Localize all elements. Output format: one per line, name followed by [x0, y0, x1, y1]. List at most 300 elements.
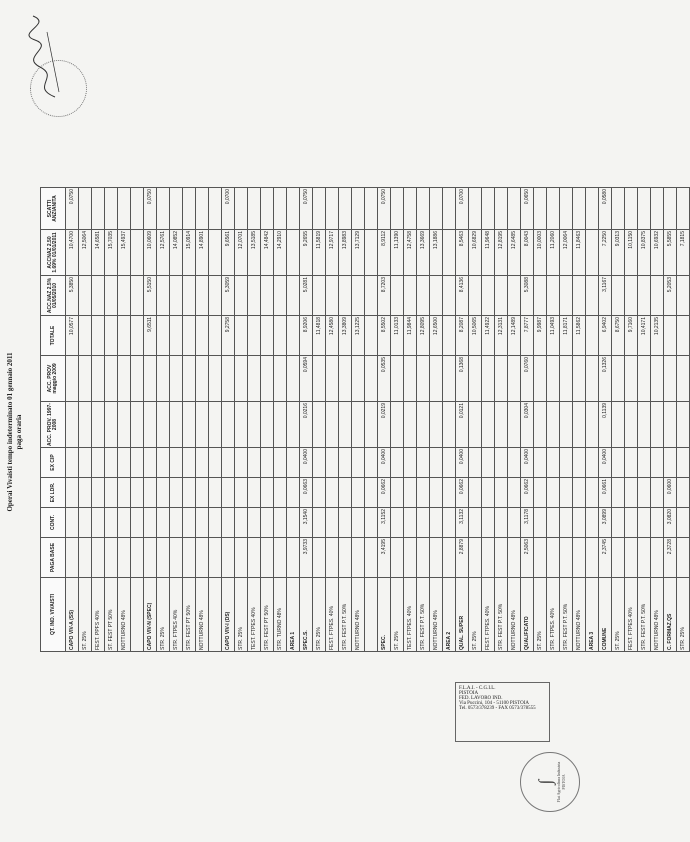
table-cell [196, 356, 209, 402]
table-cell [651, 276, 664, 316]
column-header: TOTALE [41, 316, 66, 356]
table-cell: 3,1132 [456, 508, 469, 538]
table-cell: 9,7160 [625, 316, 638, 356]
table-cell [352, 356, 365, 402]
table-cell [118, 276, 131, 316]
table-cell: 10,6829 [469, 230, 482, 276]
table-cell [365, 230, 378, 276]
table-cell [144, 508, 157, 538]
table-cell: 3,1178 [521, 508, 534, 538]
table-cell: 0,0121 [456, 402, 469, 448]
table-cell [391, 508, 404, 538]
table-cell: 5,5150 [144, 276, 157, 316]
table-cell [131, 276, 144, 316]
wage-table [40, 187, 690, 652]
table-cell [560, 356, 573, 402]
table-cell [365, 402, 378, 448]
column-header: ACC. PROV. 1997-2008 [41, 402, 66, 448]
table-cell: 0,0650 [521, 188, 534, 230]
table-cell [170, 402, 183, 448]
table-cell [573, 478, 586, 508]
table-cell: 13,7129 [352, 230, 365, 276]
row-label: TEST. FTPES 40% [248, 578, 261, 652]
table-cell [183, 402, 196, 448]
table-row [105, 188, 118, 652]
table-cell [547, 276, 560, 316]
table-cell [443, 230, 456, 276]
table-cell: 10,4171 [638, 316, 651, 356]
table-cell [261, 356, 274, 402]
table-cell [677, 276, 690, 316]
column-header: EX LDR. [41, 478, 66, 508]
table-cell: 14,6581 [92, 230, 105, 276]
table-cell: 0,0219 [378, 402, 391, 448]
table-cell [560, 402, 573, 448]
document-title-block [6, 172, 24, 692]
table-cell [287, 508, 300, 538]
table-row [196, 188, 209, 652]
table-cell [404, 402, 417, 448]
row-label: STR. 25% [677, 578, 690, 652]
table-cell [586, 356, 599, 402]
table-cell [196, 478, 209, 508]
table-cell [157, 402, 170, 448]
table-cell: 0,0662 [378, 478, 391, 508]
table-cell [547, 402, 560, 448]
table-cell: 8,5502 [378, 316, 391, 356]
table-cell: 0,0304 [521, 402, 534, 448]
table-cell [417, 356, 430, 402]
table-cell [66, 402, 79, 448]
table-cell [170, 538, 183, 578]
table-cell [339, 508, 352, 538]
handwritten-signature-icon [25, 12, 65, 102]
table-cell [612, 448, 625, 478]
table-cell [638, 448, 651, 478]
table-cell [339, 478, 352, 508]
table-cell [209, 188, 222, 230]
table-cell: 3,1540 [300, 508, 313, 538]
table-cell: 3,0899 [599, 508, 612, 538]
row-label: AREA 3 [586, 578, 599, 652]
table-cell [131, 356, 144, 402]
table-cell [482, 356, 495, 402]
table-cell [664, 356, 677, 402]
table-cell [144, 356, 157, 402]
column-header: PAGA BASE [41, 538, 66, 578]
table-cell [79, 478, 92, 508]
table-cell: 0,0216 [300, 402, 313, 448]
table-cell [651, 478, 664, 508]
table-cell [430, 402, 443, 448]
table-row [352, 188, 365, 652]
table-cell [482, 538, 495, 578]
table-cell [430, 188, 443, 230]
table-cell [209, 478, 222, 508]
table-cell [118, 478, 131, 508]
table-cell [92, 188, 105, 230]
org-line-3: Via Puccini, 104 - 51100 PISTOIA [459, 701, 529, 706]
table-cell [495, 478, 508, 508]
table-cell [131, 188, 144, 230]
table-cell [339, 448, 352, 478]
table-cell [430, 356, 443, 402]
table-cell [573, 188, 586, 230]
table-cell [534, 448, 547, 478]
table-cell [79, 356, 92, 402]
table-cell [443, 276, 456, 316]
table-cell [365, 188, 378, 230]
table-cell [209, 448, 222, 478]
table-row [274, 188, 287, 652]
table-cell: 3,4195 [378, 538, 391, 578]
table-cell [534, 402, 547, 448]
table-cell [534, 508, 547, 538]
table-cell [235, 276, 248, 316]
row-label: NOTTURNO 48% [352, 578, 365, 652]
table-cell: 14,2910 [274, 230, 287, 276]
org-line-1: PISTOIA [459, 691, 479, 696]
flai-logo-stamp [520, 752, 580, 812]
table-cell [79, 276, 92, 316]
table-cell: 0,0750 [378, 188, 391, 230]
table-cell: 12,6485 [508, 230, 521, 276]
table-cell: 11,2060 [547, 230, 560, 276]
table-cell [404, 356, 417, 402]
table-cell [586, 538, 599, 578]
table-cell [638, 508, 651, 538]
table-cell: 11,0133 [391, 316, 404, 356]
table-cell [586, 230, 599, 276]
org-stamp [455, 682, 550, 742]
table-cell [677, 538, 690, 578]
table-cell [508, 448, 521, 478]
table-cell [79, 188, 92, 230]
table-cell [573, 356, 586, 402]
table-cell: 10,0003 [534, 230, 547, 276]
table-cell: 2,3728 [664, 538, 677, 578]
table-cell [131, 448, 144, 478]
table-cell [417, 478, 430, 508]
table-cell [443, 448, 456, 478]
table-cell [469, 188, 482, 230]
table-cell [404, 538, 417, 578]
table-cell: 11,5819 [313, 230, 326, 276]
table-cell [495, 448, 508, 478]
table-cell [404, 508, 417, 538]
table-cell [339, 356, 352, 402]
row-label: NOTTURNO 48% [651, 578, 664, 652]
table-cell [274, 478, 287, 508]
table-cell [443, 316, 456, 356]
table-cell: 8,6750 [612, 316, 625, 356]
table-cell [651, 538, 664, 578]
table-cell [651, 508, 664, 538]
table-cell [287, 538, 300, 578]
row-label: STR. FEST P.T. 50% [339, 578, 352, 652]
table-cell [261, 508, 274, 538]
row-label: STR. 25% [157, 578, 170, 652]
table-cell: 0,0750 [66, 188, 79, 230]
row-label: CAPO VIV-N (SPEC) [144, 578, 157, 652]
table-cell [664, 188, 677, 230]
table-cell: 0,0750 [300, 188, 313, 230]
table-cell: 2,8879 [456, 538, 469, 578]
row-label: QUAL. SUPER [456, 578, 469, 652]
table-cell: 14,8901 [196, 230, 209, 276]
table-cell [170, 478, 183, 508]
table-cell: 5,0281 [300, 276, 313, 316]
row-label: STR. FEST P.T. 50% [638, 578, 651, 652]
table-cell: 13,1225 [352, 316, 365, 356]
table-cell [651, 356, 664, 402]
table-cell [274, 402, 287, 448]
table-cell [625, 276, 638, 316]
table-cell [287, 448, 300, 478]
table-cell: 12,0064 [560, 230, 573, 276]
row-label: STR. FEST PT 50% [183, 578, 196, 652]
table-cell: 8,7203 [378, 276, 391, 316]
table-cell [664, 448, 677, 478]
table-cell: 0,1326 [599, 356, 612, 402]
column-header: ACC.NAZ 2.5% 01/05/2010 [41, 276, 66, 316]
table-cell: 13,1886 [430, 230, 443, 276]
table-cell [144, 538, 157, 578]
table-cell [508, 508, 521, 538]
table-cell: 10,4700 [66, 230, 79, 276]
table-cell [209, 230, 222, 276]
table-cell [196, 188, 209, 230]
table-cell [586, 478, 599, 508]
row-label [209, 578, 222, 652]
table-cell [638, 538, 651, 578]
table-cell [547, 538, 560, 578]
table-cell: 0,0700 [222, 188, 235, 230]
table-cell [261, 188, 274, 230]
table-cell [183, 188, 196, 230]
table-cell [365, 448, 378, 478]
table-row [547, 188, 560, 652]
table-row [209, 188, 222, 652]
table-cell [352, 276, 365, 316]
table-cell [235, 478, 248, 508]
table-cell [209, 316, 222, 356]
table-cell [638, 402, 651, 448]
table-cell: 0,0400 [300, 448, 313, 478]
table-cell [248, 478, 261, 508]
table-cell [326, 356, 339, 402]
table-row [118, 188, 131, 652]
table-cell [508, 276, 521, 316]
table-cell [365, 478, 378, 508]
table-cell [274, 188, 287, 230]
table-cell: 0,0760 [521, 356, 534, 402]
table-cell [573, 508, 586, 538]
table-cell [482, 478, 495, 508]
table-cell [79, 402, 92, 448]
table-row [469, 188, 482, 652]
table-cell [92, 448, 105, 478]
row-label: STR. FEST P.T. 50% [495, 578, 508, 652]
table-cell [183, 356, 196, 402]
table-cell [443, 188, 456, 230]
table-cell: 8,0043 [521, 230, 534, 276]
column-header: SCATTI ANZIANITA [41, 188, 66, 230]
table-cell [157, 276, 170, 316]
table-cell: 7,1815 [677, 230, 690, 276]
table-cell [196, 276, 209, 316]
table-cell [391, 356, 404, 402]
table-cell [274, 538, 287, 578]
table-row [560, 188, 573, 652]
table-cell [170, 356, 183, 402]
table-cell: 0,0663 [300, 478, 313, 508]
table-cell [365, 508, 378, 538]
table-cell [404, 188, 417, 230]
table-row [378, 188, 391, 652]
table-cell [183, 508, 196, 538]
table-cell: 11,0493 [547, 316, 560, 356]
table-cell [638, 478, 651, 508]
table-row [183, 188, 196, 652]
table-cell [534, 538, 547, 578]
row-label: NOTTURNO 48% [118, 578, 131, 652]
table-cell [144, 402, 157, 448]
table-row [365, 188, 378, 652]
row-label: STR. FTPES. 40% [547, 578, 560, 652]
table-cell [391, 478, 404, 508]
table-row [521, 188, 534, 652]
table-cell [508, 402, 521, 448]
table-cell [209, 538, 222, 578]
table-cell: 12,0701 [235, 230, 248, 276]
table-cell [248, 356, 261, 402]
table-cell [105, 402, 118, 448]
row-label: FEST. PPFS 40% [92, 578, 105, 652]
table-row [300, 188, 313, 652]
table-cell [547, 448, 560, 478]
table-cell: 8,9206 [300, 316, 313, 356]
table-cell [547, 478, 560, 508]
table-cell: 13,3809 [339, 316, 352, 356]
table-cell [196, 316, 209, 356]
table-row [144, 188, 157, 652]
table-cell [248, 402, 261, 448]
logo-ring-text: Flai Agricoltura Industria [555, 761, 561, 803]
table-cell [79, 448, 92, 478]
table-cell [79, 316, 92, 356]
table-row [482, 188, 495, 652]
table-cell [66, 448, 79, 478]
table-cell: 11,9648 [482, 230, 495, 276]
column-header: ACCNAZ 2.50 1.69% 01/01/2011 [41, 230, 66, 276]
table-cell: 5,3059 [222, 276, 235, 316]
table-cell [235, 448, 248, 478]
table-row [339, 188, 352, 652]
row-label: STR. FTPES 40% [170, 578, 183, 652]
table-row [586, 188, 599, 652]
table-cell [586, 448, 599, 478]
table-cell [105, 538, 118, 578]
table-cell [352, 508, 365, 538]
table-row [261, 188, 274, 652]
row-label: AREA 1 [287, 578, 300, 652]
table-cell [482, 402, 495, 448]
table-cell [287, 316, 300, 356]
table-cell [625, 188, 638, 230]
table-cell [92, 316, 105, 356]
table-cell: 12,8095 [417, 316, 430, 356]
table-cell [365, 538, 378, 578]
table-cell: 12,9717 [326, 230, 339, 276]
table-cell: 12,8195 [495, 230, 508, 276]
table-cell [261, 448, 274, 478]
row-label: STR. FEST P.T. 50% [417, 578, 430, 652]
table-cell [313, 478, 326, 508]
table-cell [118, 356, 131, 402]
table-cell [222, 356, 235, 402]
table-cell [274, 276, 287, 316]
table-row [508, 188, 521, 652]
table-cell [638, 188, 651, 230]
table-row [170, 188, 183, 652]
table-cell: 5,2053 [664, 276, 677, 316]
table-cell [430, 508, 443, 538]
table-cell [66, 538, 79, 578]
table-cell [625, 478, 638, 508]
row-label [365, 578, 378, 652]
table-cell [443, 508, 456, 538]
column-header: ACC. PROV maggio 2009 [41, 356, 66, 402]
table-cell [170, 188, 183, 230]
table-cell [495, 538, 508, 578]
table-cell [313, 276, 326, 316]
table-cell [677, 316, 690, 356]
table-cell [248, 316, 261, 356]
table-cell [274, 316, 287, 356]
column-header: QT. IND. VIVAISTI [41, 578, 66, 652]
table-cell: 11,1390 [391, 230, 404, 276]
table-cell [612, 478, 625, 508]
table-cell [612, 356, 625, 402]
table-cell [287, 188, 300, 230]
table-cell: 6,9402 [599, 316, 612, 356]
table-cell: 11,9844 [404, 316, 417, 356]
column-header: CONT. [41, 508, 66, 538]
table-cell [547, 188, 560, 230]
table-cell [365, 316, 378, 356]
table-cell [196, 448, 209, 478]
row-label: CAPO VIV-I (DS) [222, 578, 235, 652]
table-cell [365, 356, 378, 402]
table-cell [105, 188, 118, 230]
row-label: FEST. FTPES 40% [625, 578, 638, 652]
row-label: ST. 25% [79, 578, 92, 652]
table-cell [261, 316, 274, 356]
table-cell [677, 402, 690, 448]
table-cell: 11,4818 [313, 316, 326, 356]
table-cell [534, 276, 547, 316]
table-cell [118, 188, 131, 230]
table-cell [404, 478, 417, 508]
table-cell [547, 508, 560, 538]
table-cell [313, 448, 326, 478]
table-cell [391, 448, 404, 478]
table-cell: 5,3850 [66, 276, 79, 316]
table-row [417, 188, 430, 652]
table-cell: 11,4922 [482, 316, 495, 356]
table-cell [352, 478, 365, 508]
